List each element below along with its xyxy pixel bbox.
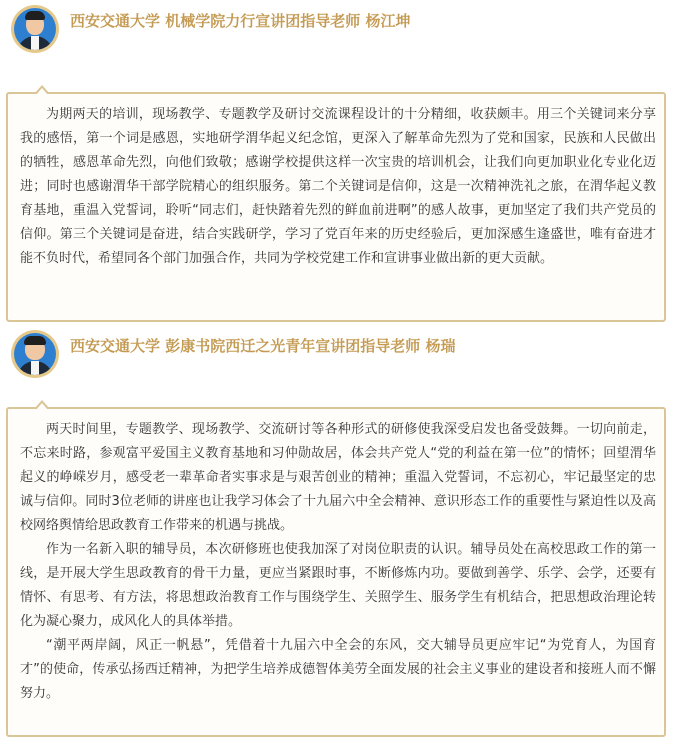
speaker-title: 西安交通大学 彭康书院西迁之光青年宣讲团指导老师 杨瑞 [70,337,456,355]
quote-card [6,407,666,737]
paragraph: 为期两天的培训，现场教学、专题教学及研讨交流课程设计的十分精细，收获颇丰。用三个关键词来分享我的感悟，第一个词是感恩，实地研学渭华起义纪念馆，更深入了解革命先烈为了党和国家，民族和人民做出的牺牲，感恩革命先烈，向他们致敬；感谢学校提供这样一次宝贵的培训机会，让我们向更加职业化专业化迈进；同时也感谢渭华干部学院精心的组织服务。第二个关键词是信仰，这是一次精神洗礼之旅，在渭华起义教育基地，重温入党誓词，聆听“同志们，赶快踏着先烈的鲜血前进啊”的感人故事，更加坚定了我们共产党员的信仰。第三个关键词是奋进，结合实践研学，学习了党百年来的历史经验后，更加深感生逢盛世，唯有奋进才能不负时代，希望同各个部门加强合作，共同为学校党建工作和宣讲事业做出新的更大贡献。 [20,107,656,266]
paragraph: 作为一名新入职的辅导员，本次研修班也使我加深了对岗位职责的认识。辅导员处在高校思政工作的第一线，是开展大学生思政教育的骨干力量，更应当紧跟时事，不断修炼内功。要做到善学、乐学、会学，还要有情怀、有思考、有方法，将思想政治教育工作与围绕学生、关照学生、服务学生有机结合，把思想政治理论转化为凝心聚力，成风化人的具体举措。 [20,542,656,629]
speaker-section-2 [0,325,675,701]
card-pointer [34,85,50,94]
speaker-header-1 [0,0,675,70]
avatar [11,330,59,378]
paragraph: “潮平两岸阔，风正一帆悬”，凭借着十九届六中全会的东风，交大辅导员更应牢记“为党育人，为国育才”的使命，传承弘扬西迁精神，为把学生培养成德智体美劳全面发展的社会主义事业的建设者和接班人而不懈努力。 [20,638,656,701]
speaker-header-2 [0,325,675,395]
speaker-section-1 [0,0,675,266]
quote-card [6,92,666,322]
paragraph: 两天时间里，专题教学、现场教学、交流研讨等各种形式的研修使我深受启发也备受鼓舞。一切向前走，不忘来时路，参观富平爱国主义教育基地和习仲勋故居，体会共产党人“党的利益在第一位”的情怀；回望渭华起义的峥嵘岁月，感受老一辈革命者实事求是与艰苦创业的精神；重温入党誓词，不忘初心，牢记最坚定的忠诚与信仰。同时3位老师的讲座也让我学习体会了十九届六中全会精神、意识形态工作的重要性与紧迫性以及高校网络舆情给思政教育工作带来的机遇与挑战。 [20,422,656,533]
avatar [11,5,59,53]
speaker-title: 西安交通大学 机械学院力行宣讲团指导老师 杨江坤 [70,12,411,30]
card-pointer [34,400,50,409]
